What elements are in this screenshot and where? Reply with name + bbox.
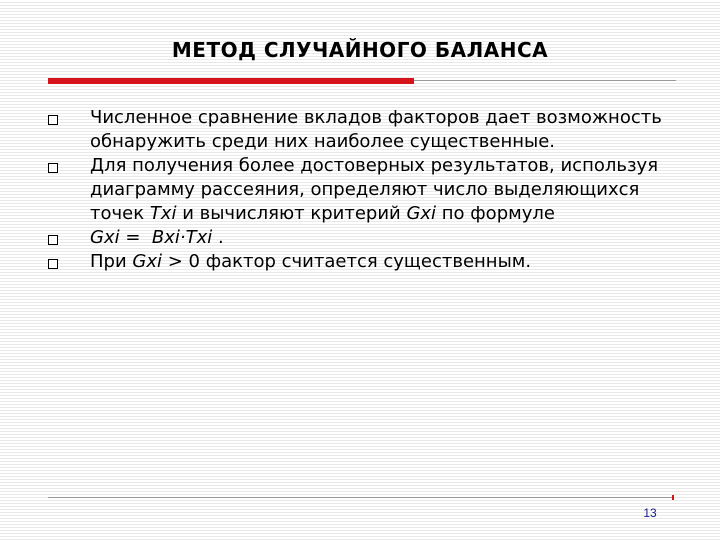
bullet-text-3 — [90, 226, 678, 250]
bullet-text-2 — [90, 154, 678, 226]
footer-accent-red — [672, 495, 674, 500]
formula: Gxi = Bxi·Txi — [90, 227, 213, 248]
formula-suffix: . — [212, 227, 224, 248]
bullet-4-prefix: При — [90, 251, 133, 272]
page-number: 13 — [643, 506, 657, 520]
gxi-term: Gxi — [406, 203, 437, 224]
title-underline-red — [48, 78, 414, 84]
bullet-text-4 — [90, 250, 678, 274]
bullet-item-3 — [48, 226, 678, 250]
bullet-2-part3: по формуле — [436, 203, 555, 224]
footer-rule — [48, 497, 672, 498]
bullet-4-suffix: > 0 фактор считается существенным. — [162, 251, 532, 272]
bullet-2-part2: и вычисляют критерий — [176, 203, 407, 224]
hollow-square-bullet-icon — [48, 235, 58, 245]
bullet-item-4 — [48, 250, 678, 274]
hollow-square-bullet-icon — [48, 259, 58, 269]
gxi-term: Gxi — [132, 251, 162, 272]
bullet-item-1 — [48, 106, 678, 154]
bullet-item-2 — [48, 154, 678, 226]
txi-term: Txi — [149, 203, 177, 224]
title-underline-gray — [414, 80, 676, 81]
bullet-text-1: Численное сравнение вкладов факторов дает возможность обнаружить среди них наиболее существенные. — [90, 107, 662, 152]
bullet-2-part1: Для получения более достоверных результатов, используя диаграмму рассеяния, определяют число выделяющихся точек — [90, 155, 659, 224]
slide-title: МЕТОД СЛУЧАЙНОГО БАЛАНСА — [171, 38, 549, 62]
bullet-list — [48, 106, 678, 274]
hollow-square-bullet-icon — [48, 115, 58, 125]
hollow-square-bullet-icon — [48, 163, 58, 173]
